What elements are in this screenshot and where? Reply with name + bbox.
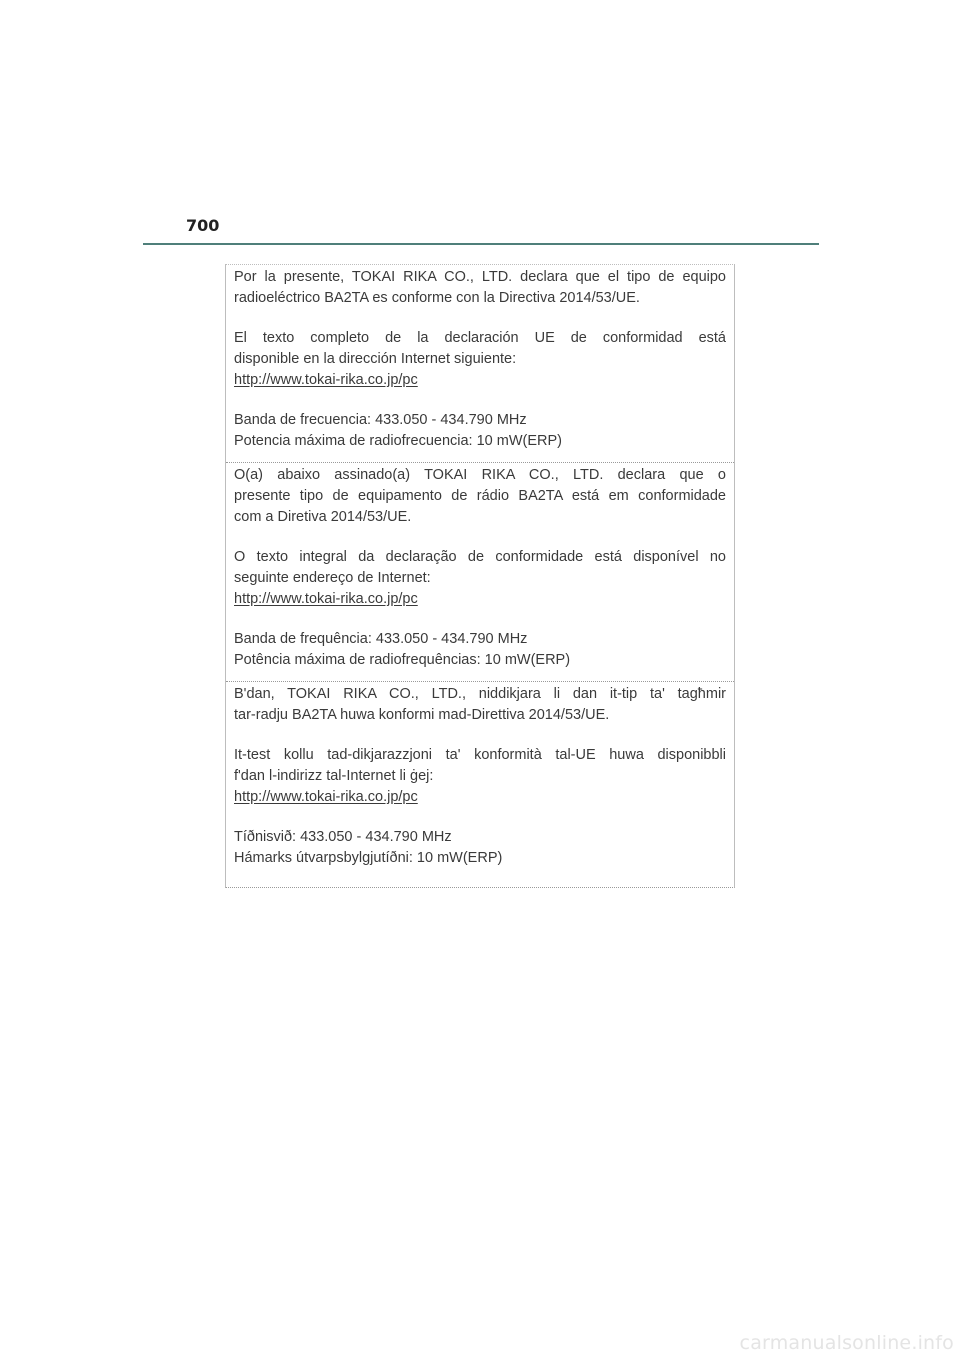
spanish-frequency-band: Banda de frecuencia: 433.050 - 434.790 MHz <box>234 412 527 428</box>
spanish-text-line-1: El texto completo de la declaración UE de conformidad está <box>234 330 726 346</box>
maltese-declaration-link[interactable]: http://www.tokai-rika.co.jp/pc <box>234 789 418 805</box>
spanish-declaration-link[interactable]: http://www.tokai-rika.co.jp/pc <box>234 372 418 388</box>
spanish-intro-line-1: Por la presente, TOKAI RIKA CO., LTD. declara que el tipo de equipo <box>234 269 726 285</box>
portuguese-declaration-link[interactable]: http://www.tokai-rika.co.jp/pc <box>234 591 418 607</box>
maltese-intro-line-2: tar-radju BA2TA huwa konformi mad-Direttiva 2014/53/UE. <box>234 707 610 723</box>
portuguese-intro-line-2: presente tipo de equipamento de rádio BA2TA está em conformidade <box>234 488 726 504</box>
portuguese-max-power: Potência máxima de radiofrequências: 10 mW(ERP) <box>234 652 571 668</box>
declaration-spanish <box>226 265 734 463</box>
portuguese-intro-line-1: O(a) abaixo assinado(a) TOKAI RIKA CO., LTD. declara que o <box>234 467 726 483</box>
declaration-portuguese <box>226 463 734 682</box>
portuguese-intro-line-3: com a Diretiva 2014/53/UE. <box>234 509 412 525</box>
declaration-box <box>225 264 735 888</box>
spanish-text-line-2: disponible en la dirección Internet siguiente: <box>234 351 517 367</box>
portuguese-frequency-band: Banda de frequência: 433.050 - 434.790 MHz <box>234 631 528 647</box>
site-watermark: carmanualsonline.info <box>739 1332 954 1354</box>
maltese-frequency-band: Tíðnisvið: 433.050 - 434.790 MHz <box>234 829 452 845</box>
maltese-max-power: Hámarks útvarpsbylgjutíðni: 10 mW(ERP) <box>234 850 503 866</box>
maltese-text-line-1: It-test kollu tad-dikjarazzjoni ta' konformità tal-UE huwa disponibbli <box>234 747 726 763</box>
maltese-text-line-2: f'dan l-indirizz tal-Internet li ġej: <box>234 768 434 784</box>
portuguese-text-line-2: seguinte endereço de Internet: <box>234 570 431 586</box>
page-number: 700 <box>186 216 220 235</box>
spanish-max-power: Potencia máxima de radiofrecuencia: 10 mW(ERP) <box>234 433 562 449</box>
header-rule <box>143 243 819 245</box>
spanish-intro-line-2: radioeléctrico BA2TA es conforme con la Directiva 2014/53/UE. <box>234 290 640 306</box>
portuguese-text-line-1: O texto integral da declaração de conformidade está disponível no <box>234 549 726 565</box>
maltese-intro-line-1: B'dan, TOKAI RIKA CO., LTD., niddikjara li dan it-tip ta' tagħmir <box>234 686 726 702</box>
declaration-maltese <box>226 682 734 887</box>
